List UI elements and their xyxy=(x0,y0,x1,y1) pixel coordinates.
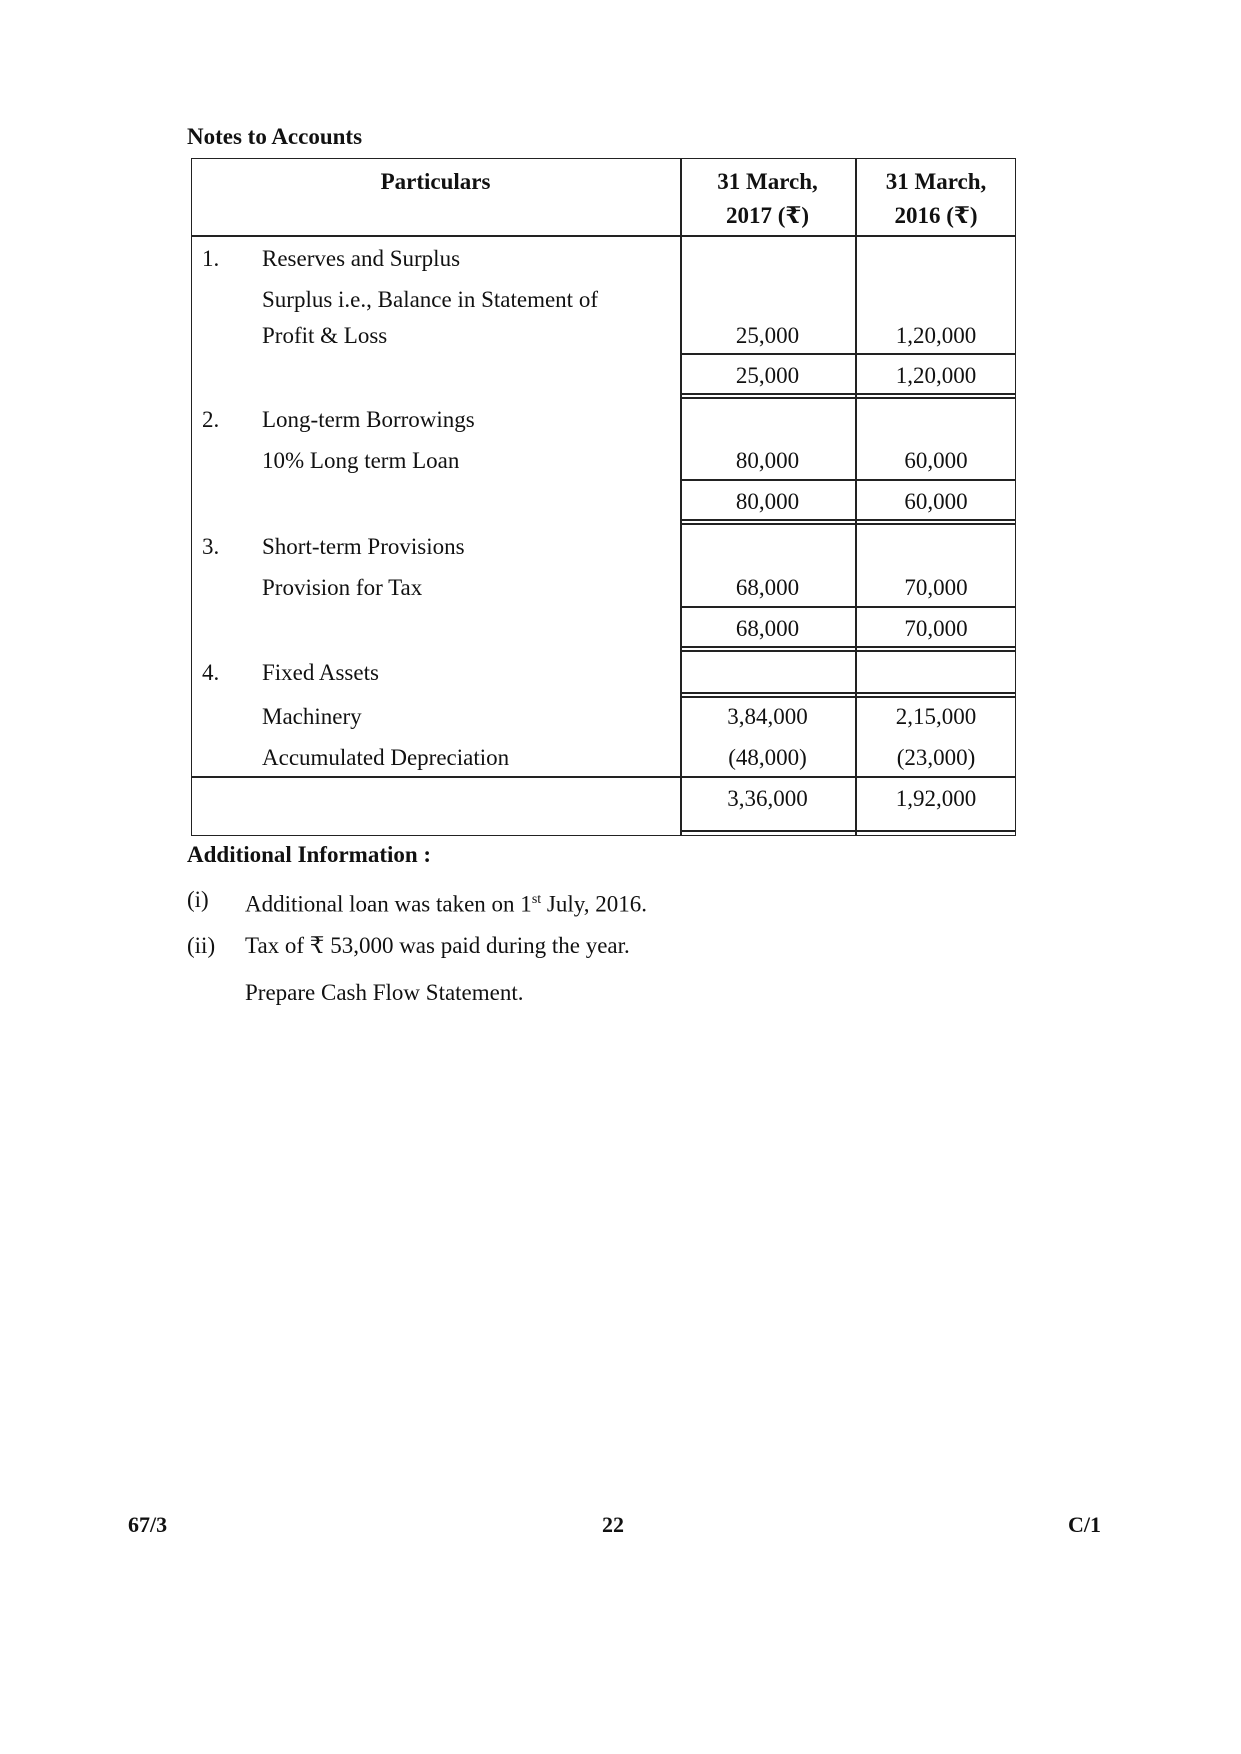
total-2017: 25,000 xyxy=(735,363,800,388)
set-code: C/1 xyxy=(1068,1512,1101,1537)
note-title: Fixed Assets xyxy=(262,660,379,685)
paper-code: 67/3 xyxy=(128,1512,168,1537)
item-marker: (i) xyxy=(187,887,209,912)
value-2016: 1,20,000 xyxy=(895,323,977,348)
total-rule xyxy=(680,830,1016,832)
additional-item: Tax of ₹ 53,000 was paid during the year. xyxy=(245,933,630,958)
instruction: Prepare Cash Flow Statement. xyxy=(245,980,524,1005)
header-rule xyxy=(191,235,1016,237)
additional-item: Additional loan was taken on 1st July, 2016. xyxy=(245,891,648,917)
section-title: Notes to Accounts xyxy=(187,124,363,149)
value-2016: 2,15,000 xyxy=(895,704,977,729)
total-rule xyxy=(680,696,1016,698)
note-item: Accumulated Depreciation xyxy=(262,745,510,770)
total-2017: 80,000 xyxy=(735,489,800,514)
value-2017: 80,000 xyxy=(735,448,800,473)
item-marker: (ii) xyxy=(187,933,216,958)
total-2016: 1,20,000 xyxy=(895,363,977,388)
total-rule xyxy=(680,692,1016,694)
total-2017: 68,000 xyxy=(735,616,800,641)
value-2016: 70,000 xyxy=(904,575,968,600)
total-2016: 1,92,000 xyxy=(895,786,977,811)
header-2016-line2: 2016 (₹) xyxy=(894,203,978,228)
header-2017-line1: 31 March, xyxy=(717,169,818,194)
note-item: 10% Long term Loan xyxy=(262,448,460,473)
note-item: Machinery xyxy=(262,704,362,729)
total-rule xyxy=(680,479,1016,481)
total-2016: 60,000 xyxy=(904,489,968,514)
total-rule xyxy=(680,353,1016,355)
header-2017-line2: 2017 (₹) xyxy=(725,203,810,228)
note-item: Surplus i.e., Balance in Statement of xyxy=(262,287,598,312)
total-2017: 3,36,000 xyxy=(727,786,808,811)
note-number: 3. xyxy=(202,534,220,559)
total-rule xyxy=(680,519,1016,521)
note-number: 2. xyxy=(202,407,220,432)
value-2017: 68,000 xyxy=(735,575,800,600)
additional-title: Additional Information : xyxy=(187,842,432,867)
total-2016: 70,000 xyxy=(904,616,968,641)
header-particulars: Particulars xyxy=(380,169,491,194)
page-number: 22 xyxy=(602,1512,624,1537)
note-item: Provision for Tax xyxy=(262,575,423,600)
total-rule xyxy=(680,646,1016,648)
total-rule xyxy=(680,606,1016,608)
total-rule xyxy=(680,650,1016,652)
note-number: 4. xyxy=(202,660,220,685)
value-2017: (48,000) xyxy=(728,745,807,770)
note-title: Short-term Provisions xyxy=(262,534,465,559)
header-2016-line1: 31 March, xyxy=(885,169,987,194)
note-item: Profit & Loss xyxy=(262,323,388,348)
note-number: 1. xyxy=(202,246,220,271)
total-rule xyxy=(680,393,1016,395)
value-2016: 60,000 xyxy=(904,448,968,473)
total-rule xyxy=(191,776,1016,778)
note-title: Long-term Borrowings xyxy=(262,407,475,432)
value-2017: 3,84,000 xyxy=(727,704,808,729)
note-title: Reserves and Surplus xyxy=(262,246,461,271)
value-2016: (23,000) xyxy=(896,745,976,770)
value-2017: 25,000 xyxy=(735,323,800,348)
total-rule xyxy=(680,397,1016,399)
total-rule xyxy=(680,523,1016,525)
